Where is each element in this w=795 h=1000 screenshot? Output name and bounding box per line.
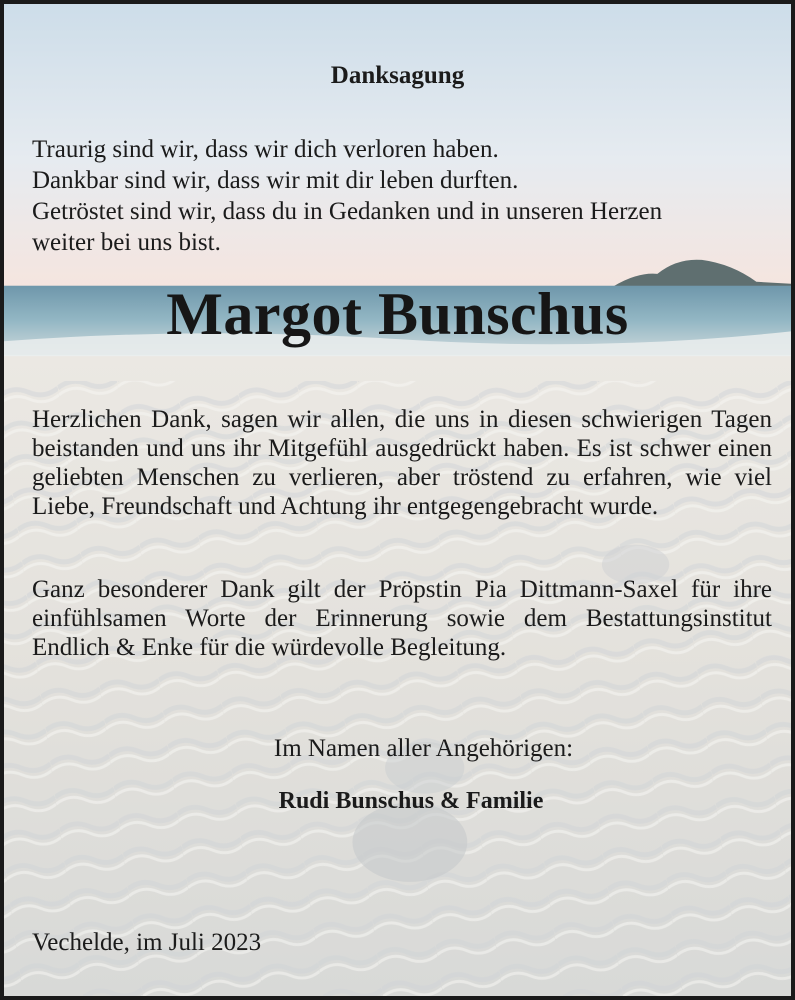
notice-heading: Danksagung bbox=[330, 62, 465, 89]
thanks-paragraph: Herzlichen Dank, sagen wir allen, die uns in diesen schwierigen Tagen beistanden und uns ihr Mitgefühl ausgedrückt haben. Es ist schwer einen geliebten Menschen zu verlieren, aber tröstend zu erfahren, wie viel Liebe, Freundschaft und Achtung ihr entgegengebracht wurde. bbox=[32, 406, 772, 520]
place-and-date: Vechelde, im Juli 2023 bbox=[32, 929, 262, 956]
notice-text bbox=[4, 4, 791, 996]
special-thanks-paragraph: Ganz besonderer Dank gilt der Pröpstin Pia Dittmann-Saxel für ihre einfühlsamen Worte der Erinnerung sowie dem Bestattungsinstitut Endlich & Enke für die würdevolle Begleitung. bbox=[32, 576, 772, 661]
motto-verse bbox=[32, 134, 772, 258]
motto-line: Dankbar sind wir, dass wir mit dir leben durften. bbox=[32, 167, 519, 194]
motto-line: Getröstet sind wir, dass du in Gedanken und in unseren Herzen bbox=[32, 198, 663, 225]
closing-line: Im Namen aller Angehörigen: bbox=[273, 735, 574, 762]
motto-line: weiter bei uns bist. bbox=[32, 229, 221, 256]
deceased-name: Margot Bunschus bbox=[166, 281, 629, 347]
family-signature: Rudi Bunschus & Familie bbox=[278, 788, 544, 814]
motto-line: Traurig sind wir, dass wir dich verloren haben. bbox=[32, 136, 499, 163]
